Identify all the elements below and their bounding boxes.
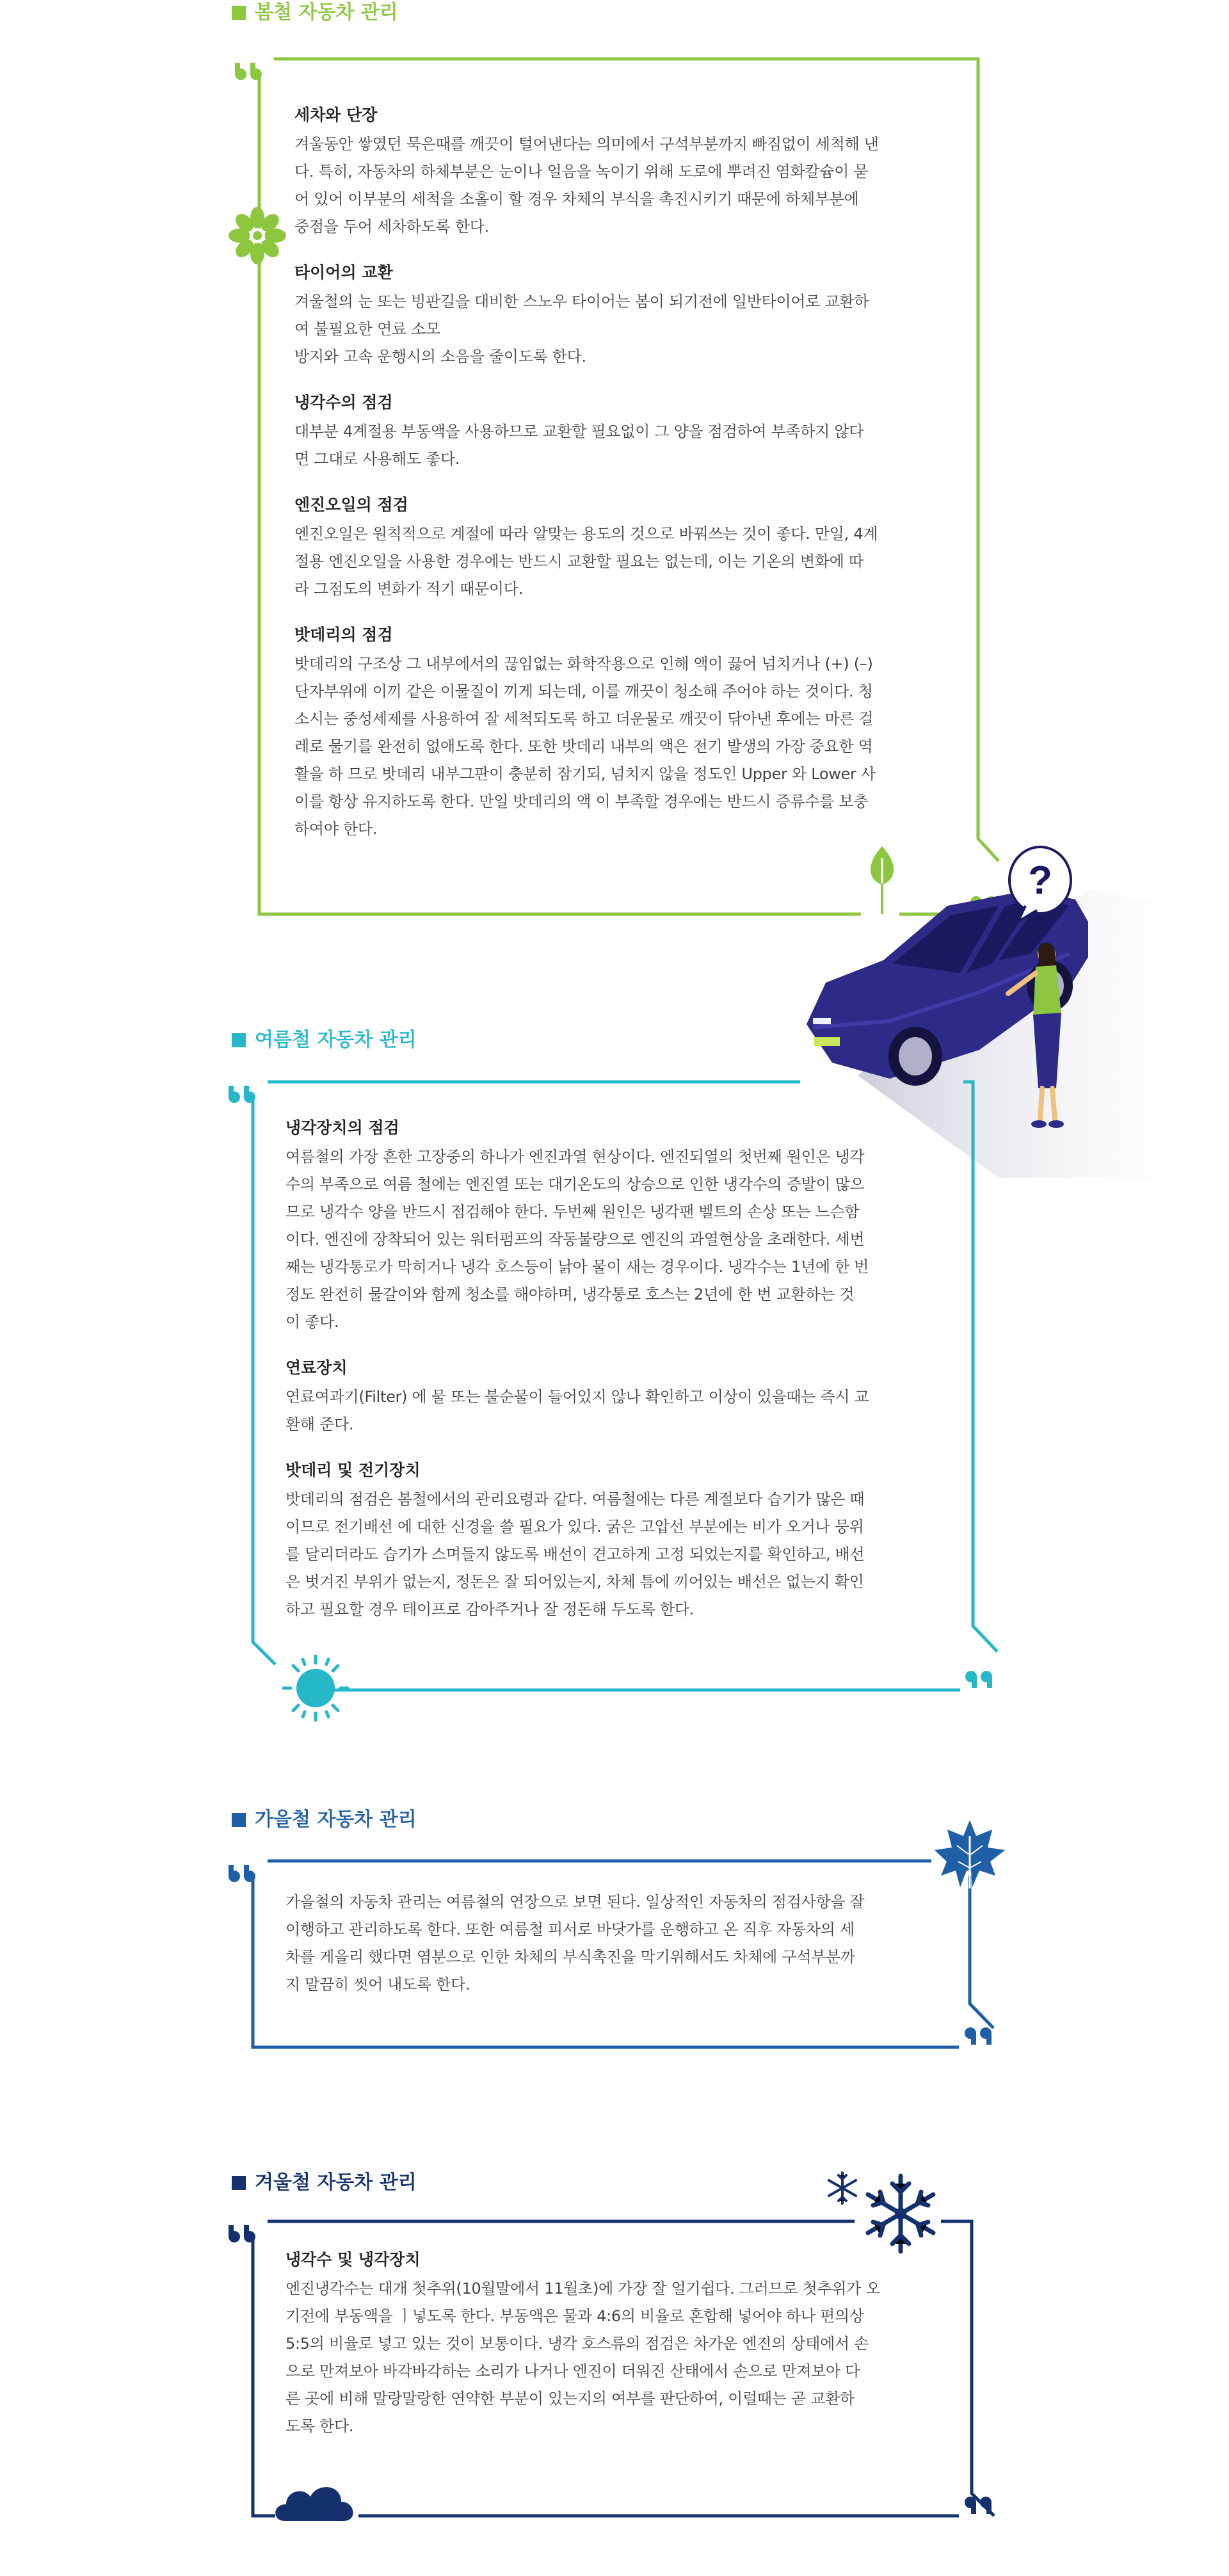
item-title: 엔진오일의 점검 <box>294 495 408 514</box>
winter-item <box>285 2247 945 2440</box>
item-text: 엔진냉각수는 대개 첫추위(10월말에서 11월초)에 가장 잘 얼기쉽다. 그러므로 첫추위가 오 기전에 부동액을 ㅣ넣도록 한다. 부동액은 물과 4:6의 비율로 혼합해 넣어야 하나 편의상 5:5의 비율로 넣고 있는 것이 보통이다. 냉각 호스류의 점검은 차가운 엔진의 상태에서 손 으로 만져보아 바각바각하는 소리가 나거나 엔진이 더워진 산태에서 손으로 만져보아 다 른 곳에 비해 말랑말랑한 연약한 부분이 있는지의 여부를 판단하여, 이럴때는 곧 교환하 도록 한다. <box>285 2280 881 2435</box>
spring-item <box>294 102 947 241</box>
quote-close-icon <box>965 1668 995 1693</box>
item-text: 대부분 4계절용 부동액을 사용하므로 교환할 필요없이 그 양을 점검하여 부족하지 않다 면 그대로 사용해도 좋다. <box>294 423 864 468</box>
snowflake-small-icon <box>824 2170 860 2206</box>
item-title: 연료장치 <box>285 1358 348 1377</box>
spring-section-title <box>232 0 398 26</box>
summer-item <box>285 1458 945 1623</box>
quote-close-icon <box>964 2024 995 2050</box>
section-square-icon <box>232 6 246 20</box>
svg-text:?: ? <box>1028 858 1052 903</box>
item-text: 밧데리의 점검은 봄철에서의 관리요령과 같다. 여름철에는 다른 계절보다 습기가 많은 때 이므로 전기배선 에 대한 신경을 쓸 필요가 있다. 굵은 고압선 부분에는 비가 오거나 뭉위 를 달리더라도 습기가 스며들지 않도록 배선이 견고하게 고정 되었는지를 확인하고, 배선 은 벗겨진 부위가 없는지, 정돈은 잘 되어있는지, 차체 틈에 끼어있는 배선은 없는지 확인 하고 필요할 경우 테이프로 감아주거나 잘 정돈해 두도록 한다. <box>285 1490 865 1618</box>
sun-icon <box>280 1653 351 1723</box>
item-text: 엔진오일은 원칙적으로 계절에 따라 알맞는 용도의 것으로 바꿔쓰는 것이 좋다. 만일, 4계 절용 엔진오일을 사용한 경우에는 반드시 교환할 필요는 없는데, 이는 기온의 변화에 따 라 그점도의 변화가 적기 때문이다. <box>294 525 878 598</box>
autumn-title-text: 가을철 자동차 관리 <box>255 1808 417 1831</box>
summer-content <box>285 1115 945 1643</box>
spring-title-text: 봄철 자동차 관리 <box>255 1 398 24</box>
spring-item <box>294 622 947 843</box>
winter-section-title <box>232 2170 417 2196</box>
item-text: 여름철의 가장 흔한 고장중의 하나가 엔진과열 현상이다. 엔진되열의 첫번째 원인은 냉각 수의 부족으로 여름 철에는 엔진열 또는 대기온도의 상승으로 인한 냉각수의 증발이 많으 므로 냉각수 양을 반드시 점검해야 한다. 두번째 원인은 냉각팬 벨트의 손상 또는 느슨함 이다. 엔진에 장착되어 있는 워터펌프의 작동불량으로 엔진의 과열현상을 초래한다. 세번 째는 냉각통로가 막히거나 냉각 호스등이 낡아 물이 새는 경우이다. 냉각수는 1년에 한 번 정도 완전히 물갈이와 함께 청소를 해야하며, 냉각통로 호스는 2년에 한 번 교환하는 것 이 좋다. <box>285 1148 869 1331</box>
spring-content <box>294 102 947 862</box>
quote-close-icon <box>964 2493 995 2519</box>
quote-open-icon <box>228 1860 259 1885</box>
quote-open-icon <box>228 2220 259 2246</box>
item-text: 밧데리의 구조상 그 내부에서의 끊임없는 화학작용으로 인해 액이 끓어 넘치거나 (+) (–) 단자부위에 이끼 같은 이물질이 끼게 되는데, 이를 깨끗이 청소해 주어야 하는 것이다. 청 소시는 중성세제를 사용하여 잘 세척되도록 하고 더운물로 깨끗이 닦아낸 후에는 마른 걸 레로 물기를 완전히 없애도록 한다. 또한 밧데리 내부의 액은 전기 발생의 가장 중요한 역 활을 하 므로 밧데리 내부그판이 충분히 잠기되, 넘치지 않을 정도인 Upper 와 Lower 사 이를 항상 유지하도록 한다. 만일 밧데리의 액 이 부족할 경우에는 반드시 증류수를 보충 하여야 한다. <box>294 655 876 838</box>
flower-icon <box>225 204 289 268</box>
snowflake-icon <box>859 2172 942 2255</box>
spring-item <box>294 492 947 603</box>
item-text: 겨울철의 눈 또는 빙판길을 대비한 스노우 타이어는 봄이 되기전에 일반타이어로 교환하 여 불필요한 연료 소모 방지와 고속 운행시의 소음을 줄이도록 한다. <box>294 293 869 366</box>
quote-open-icon <box>228 1081 259 1106</box>
maple-leaf-icon <box>931 1817 1008 1894</box>
item-title: 세차와 단장 <box>294 106 378 124</box>
item-text: 가을철의 자동차 관리는 여름철의 연장으로 보면 된다. 일상적인 자동차의 점검사항을 잘 이행하고 관리하도록 한다. 또한 여름철 피서로 바닷가를 운행하고 온 직후 자동차의 세 차를 게을리 했다면 염분으로 인한 차체의 부식촉진을 막기위해서도 차체에 구석부분까 지 말끔히 씻어 내도록 한다. <box>285 1893 865 1993</box>
summer-item <box>285 1355 945 1438</box>
autumn-content <box>285 1888 945 2018</box>
item-text: 연료여과기(Filter) 에 물 또는 불순물이 들어있지 않나 확인하고 이상이 있을때는 즉시 교 환해 준다. <box>285 1388 869 1433</box>
section-square-icon <box>232 1033 246 1047</box>
spring-item <box>294 260 947 371</box>
spring-item <box>294 390 947 473</box>
quote-open-icon <box>234 58 265 83</box>
section-square-icon <box>232 1813 246 1827</box>
summer-section-title <box>232 1027 417 1053</box>
autumn-section-title <box>232 1807 417 1833</box>
cloud-icon <box>272 2476 362 2527</box>
item-title: 밧데리의 점검 <box>294 625 393 644</box>
section-square-icon <box>232 2176 246 2190</box>
item-text: 겨울동안 쌓였던 묵은때를 깨끗이 털어낸다는 의미에서 구석부분까지 빠짐없이 세척해 낸 다. 특히, 자동차의 하체부분은 눈이나 얼음을 녹이기 위해 도로에 뿌려진 염화칼슘이 묻 어 있어 이부분의 세척을 소홀이 할 경우 차체의 부식을 촉진시키기 때문에 하체부분에 중점을 두어 세차하도록 한다. <box>294 135 879 236</box>
item-title: 냉각수의 점검 <box>294 393 393 412</box>
winter-title-text: 겨울철 자동차 관리 <box>255 2171 417 2194</box>
item-title: 타이어의 교환 <box>294 263 393 282</box>
summer-item <box>285 1115 945 1336</box>
summer-title-text: 여름철 자동차 관리 <box>255 1029 417 1051</box>
item-title: 냉각수 및 냉각장치 <box>285 2250 421 2269</box>
autumn-item <box>285 1888 945 1999</box>
winter-content <box>285 2247 945 2459</box>
item-title: 냉각장치의 점검 <box>285 1118 399 1137</box>
item-title: 밧데리 및 전기장치 <box>285 1461 421 1479</box>
